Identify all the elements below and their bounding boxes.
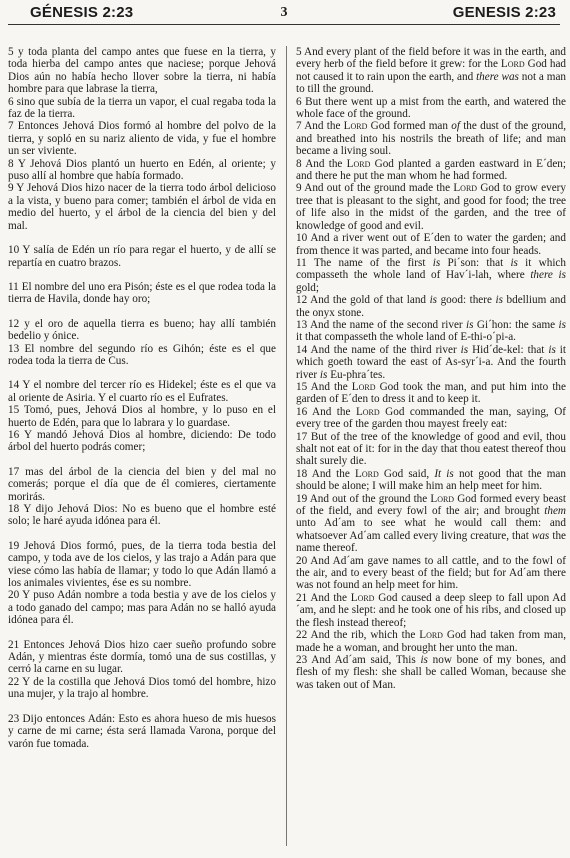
spanish-verse: 5 y toda planta del campo antes que fuese en la tierra, y toda hierba del campo antes que naciese; porque Jehová Dios aún no había hecho llover sobre la tierra, ni había hombre para que labrase la tierra, [8,46,276,96]
english-verse: 16 And the Lord God commanded the man, saying, Of every tree of the garden thou mayest freely eat: [296,405,566,431]
english-verse: 21 And the Lord God caused a deep sleep to fall upon Ad´am, and he slept: and he took one of his ribs, and closed up the flesh instead thereof; [296,591,566,629]
english-verse: 12 And the gold of that land is good: there is bdellium and the onyx stone. [296,294,566,319]
spanish-verse: 23 Dijo entonces Adán: Esto es ahora hueso de mis huesos y carne de mi carne; ésta será llamada Varona, porque del varón fue tomada. [8,712,276,750]
english-verse: 19 And out of the ground the Lord God formed every beast of the field, and every fowl of the air; and brought them unto Ad´am to see what he would call them: and whatsoever Ad´am called every living creature, that was the name thereof. [296,492,566,555]
spanish-verse: 11 El nombre del uno era Pisón; éste es el que rodea toda la tierra de Havila, donde hay oro; [8,280,276,306]
spanish-verse: 20 Y puso Adán nombre a toda bestia y ave de los cielos y a todo ganado del campo; mas para Adán no se halló ayuda idónea para él. [8,589,276,627]
spanish-verse: 10 Y salía de Edén un río para regar el huerto, y de allí se repartía en cuatro brazos. [8,244,276,269]
spanish-verse: 14 Y el nombre del tercer río es Hidekel; éste es el que va al oriente de Asiria. Y el cuarto río es el Eufrates. [8,379,276,404]
header-right-reference: GENESIS 2:23 [452,4,556,21]
spanish-verse: 13 El nombre del segundo río es Gihón; éste es el que rodea toda la tierra de Cus. [8,342,276,367]
header-left-reference: GÉNESIS 2:23 [30,4,134,21]
spanish-verse: 18 Y dijo Jehová Dios: No es bueno que el hombre esté solo; le haré ayuda idónea para él. [8,503,276,528]
text-columns [8,46,567,846]
spanish-verse: 17 mas del árbol de la ciencia del bien y del mal no comerás; porque el día que de él comieres, ciertamente morirás. [8,465,276,503]
spanish-verse: 15 Tomó, pues, Jehová Dios al hombre, y lo puso en el huerto de Edén, para que lo labrara y lo guardase. [8,404,276,429]
spanish-verse: 21 Entonces Jehová Dios hizo caer sueño profundo sobre Adán, y mientras éste dormía, tomó una de sus costillas, y cerró la carne en su lugar. [8,638,276,676]
spanish-verse: 19 Jehová Dios formó, pues, de la tierra toda bestia del campo, y toda ave de los cielos, y las trajo a Adán para que viese cómo las había de llamar; y todo lo que Adán llamó a los animales vivientes, ése es su nombre. [8,539,276,590]
spanish-verse: 9 Y Jehová Dios hizo nacer de la tierra todo árbol delicioso a la vista, y bueno para comer; también el árbol de vida en medio del huerto, y el árbol de la ciencia del bien y del mal. [8,182,276,232]
spanish-verse: 7 Entonces Jehová Dios formó al hombre del polvo de la tierra, y sopló en su nariz aliento de vida, y fue el hombre un ser viviente. [8,120,276,158]
spanish-verse: 16 Y mandó Jehová Dios al hombre, diciendo: De todo árbol del huerto podrás comer; [8,428,276,454]
column-divider [286,46,287,846]
spanish-verse: 22 Y de la costilla que Jehová Dios tomó del hombre, hizo una mujer, y la trajo al hombre. [8,675,276,701]
english-verse: 14 And the name of the third river is Hid´de-kel: that is it which goeth toward the east of As-syr´i-a. And the fourth river is Eu-phra´tes. [296,343,567,381]
english-verse: 15 And the Lord God took the man, and put him into the garden of E´den to dress it and to keep it. [296,380,566,406]
english-verse: 18 And the Lord God said, It is not good that the man should be alone; I will make him an help meet for him. [296,467,566,493]
spanish-verse: 8 Y Jehová Dios plantó un huerto en Edén, al oriente; y puso allí al hombre que había formado. [8,157,276,183]
english-verse: 23 And Ad´am said, This is now bone of my bones, and flesh of my flesh: she shall be called Woman, because she was taken out of Man. [296,653,566,691]
english-column [296,46,566,691]
page-header [8,2,560,25]
spanish-column [8,46,276,750]
spanish-verse: 6 sino que subía de la tierra un vapor, el cual regaba toda la faz de la tierra. [8,95,276,121]
english-verse: 8 And the Lord God planted a garden eastward in E´den; and there he put the man whom he had formed. [296,157,566,183]
english-verse: 5 And every plant of the field before it was in the earth, and every herb of the field before it grew: for the Lord God had not caused it to rain upon the earth, and there was not a man to till the ground. [296,46,567,96]
english-verse: 17 But of the tree of the knowledge of good and evil, thou shalt not eat of it: for in the day that thou eatest thereof thou shalt surely die. [296,430,566,468]
english-verse: 22 And the rib, which the Lord God had taken from man, made he a woman, and brought her unto the man. [296,629,566,654]
english-verse: 9 And out of the ground made the Lord God to grow every tree that is pleasant to the sight, and good for food; the tree of life also in the midst of the garden, and the tree of knowledge of good and evil. [296,182,566,232]
page-number: 3 [280,5,288,20]
english-verse: 13 And the name of the second river is Gi´hon: the same is it that compasseth the whole land of E-thi-o´pi-a. [296,318,566,344]
spanish-verse: 12 y el oro de aquella tierra es bueno; hay allí también bedelio y ónice. [8,317,276,343]
english-verse: 10 And a river went out of E´den to water the garden; and from thence it was parted, and became into four heads. [296,232,566,257]
english-verse: 20 And Ad´am gave names to all cattle, and to the fowl of the air, and to every beast of the field; but for Ad´am there was not found an help meet for him. [296,554,566,592]
english-verse: 11 The name of the first is Pi´son: that is it which compasseth the whole land of Hav´i-lah, where there is gold; [296,256,566,294]
english-verse: 7 And the Lord God formed man of the dust of the ground, and breathed into his nostrils the breath of life; and man became a living soul. [296,120,566,158]
english-verse: 6 But there went up a mist from the earth, and watered the whole face of the ground. [296,95,566,121]
